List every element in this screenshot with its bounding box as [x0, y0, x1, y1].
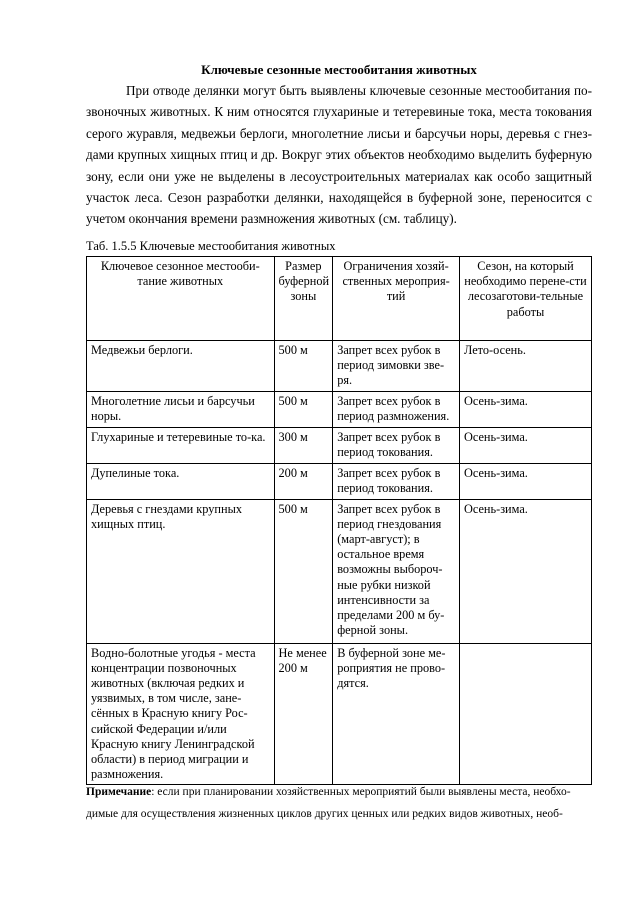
cell-habitat: Глухариные и тетеревиные то-ка. — [87, 427, 275, 463]
header-restrictions: Ограничения хозяй-ственных мероприя-тий — [333, 257, 460, 341]
header-season: Сезон, на который необходимо перене-сти лесозаготови-тельные работы — [459, 257, 591, 341]
table-row — [87, 499, 592, 643]
cell-restrictions: Запрет всех рубок в период токования. — [333, 463, 460, 499]
cell-restrictions: Запрет всех рубок в период зимовки зве-ря. — [333, 341, 460, 392]
cell-restrictions: Запрет всех рубок в период токования. — [333, 427, 460, 463]
table-row — [87, 463, 592, 499]
cell-buffer-size: 500 м — [274, 391, 333, 427]
cell-restrictions: Запрет всех рубок в период гнездования (март-август); в остальное время возможны выбороч-ные рубки низкой интенсивности за пределами 200 м бу-ферной зоны. — [333, 499, 460, 643]
note-line — [86, 781, 592, 803]
table-row — [87, 427, 592, 463]
cell-season: Осень-зима. — [459, 463, 591, 499]
cell-buffer-size: 500 м — [274, 341, 333, 392]
cell-buffer-size: 200 м — [274, 463, 333, 499]
habitats-table — [86, 256, 592, 785]
note-line: димые для осуществления жизненных циклов других ценных или редких видов животных, необ- — [86, 808, 563, 820]
intro-line: звоночных животных. К ним относятся глухариные и тетеревиные тока, места токования — [86, 104, 592, 120]
cell-restrictions: Запрет всех рубок в период размножения. — [333, 391, 460, 427]
cell-habitat: Водно-болотные угодья - места концентрации позвоночных животных (включая редких и уязвимых, в том числе, зане-сённых в Красную книгу Рос-сийской Федерации и/или Красную книгу Ленинградской области) в период миграции и размножения. — [87, 643, 275, 785]
intro-line: учетом окончания времени размножения животных (см. таблицу). — [86, 211, 457, 227]
intro-line: участок леса. Сезон разработки делянки, находящейся в буферной зоне, переносится с — [86, 189, 592, 205]
table-note — [86, 781, 592, 825]
cell-habitat: Деревья с гнездами крупных хищных птиц. — [87, 499, 275, 643]
cell-buffer-size: 500 м — [274, 499, 333, 643]
cell-habitat: Многолетние лисьи и барсучьи норы. — [87, 391, 275, 427]
cell-season: Осень-зима. — [459, 427, 591, 463]
intro-line: зону, если они уже не выделены в лесоустроительных материалах как особо защитный — [86, 168, 592, 184]
cell-buffer-size: 300 м — [274, 427, 333, 463]
cell-habitat: Дупелиные тока. — [87, 463, 275, 499]
header-buffer-size: Размер буферной зоны — [274, 257, 333, 341]
table-row — [87, 643, 592, 785]
header-habitat: Ключевое сезонное местооби-тание животных — [87, 257, 275, 341]
cell-season — [459, 643, 591, 785]
note-label: Примечание — [86, 786, 152, 798]
cell-restrictions: В буферной зоне ме-роприятия не прово-дятся. — [333, 643, 460, 785]
table-caption: Таб. 1.5.5 Ключевые местообитания животных — [86, 239, 336, 253]
intro-paragraph — [86, 80, 592, 230]
cell-season: Осень-зима. — [459, 499, 591, 643]
intro-line: При отводе делянки могут быть выявлены ключевые сезонные местообитания по- — [126, 83, 592, 98]
table-row — [87, 341, 592, 392]
table-row — [87, 391, 592, 427]
cell-season: Лето-осень. — [459, 341, 591, 392]
note-text: : если при планировании хозяйственных мероприятий были выявлены места, необхо- — [151, 786, 571, 798]
cell-habitat: Медвежьи берлоги. — [87, 341, 275, 392]
intro-line: дами крупных хищных птиц и др. Вокруг этих объектов необходимо выделить буферную — [86, 147, 592, 163]
section-title: Ключевые сезонные местообитания животных — [201, 62, 477, 77]
intro-line: серого журавля, медвежьи берлоги, многолетние лисьи и барсучьи норы, деревья с гнез- — [86, 125, 592, 141]
cell-season: Осень-зима. — [459, 391, 591, 427]
table-header-row — [87, 257, 592, 341]
cell-buffer-size: Не менее 200 м — [274, 643, 333, 785]
